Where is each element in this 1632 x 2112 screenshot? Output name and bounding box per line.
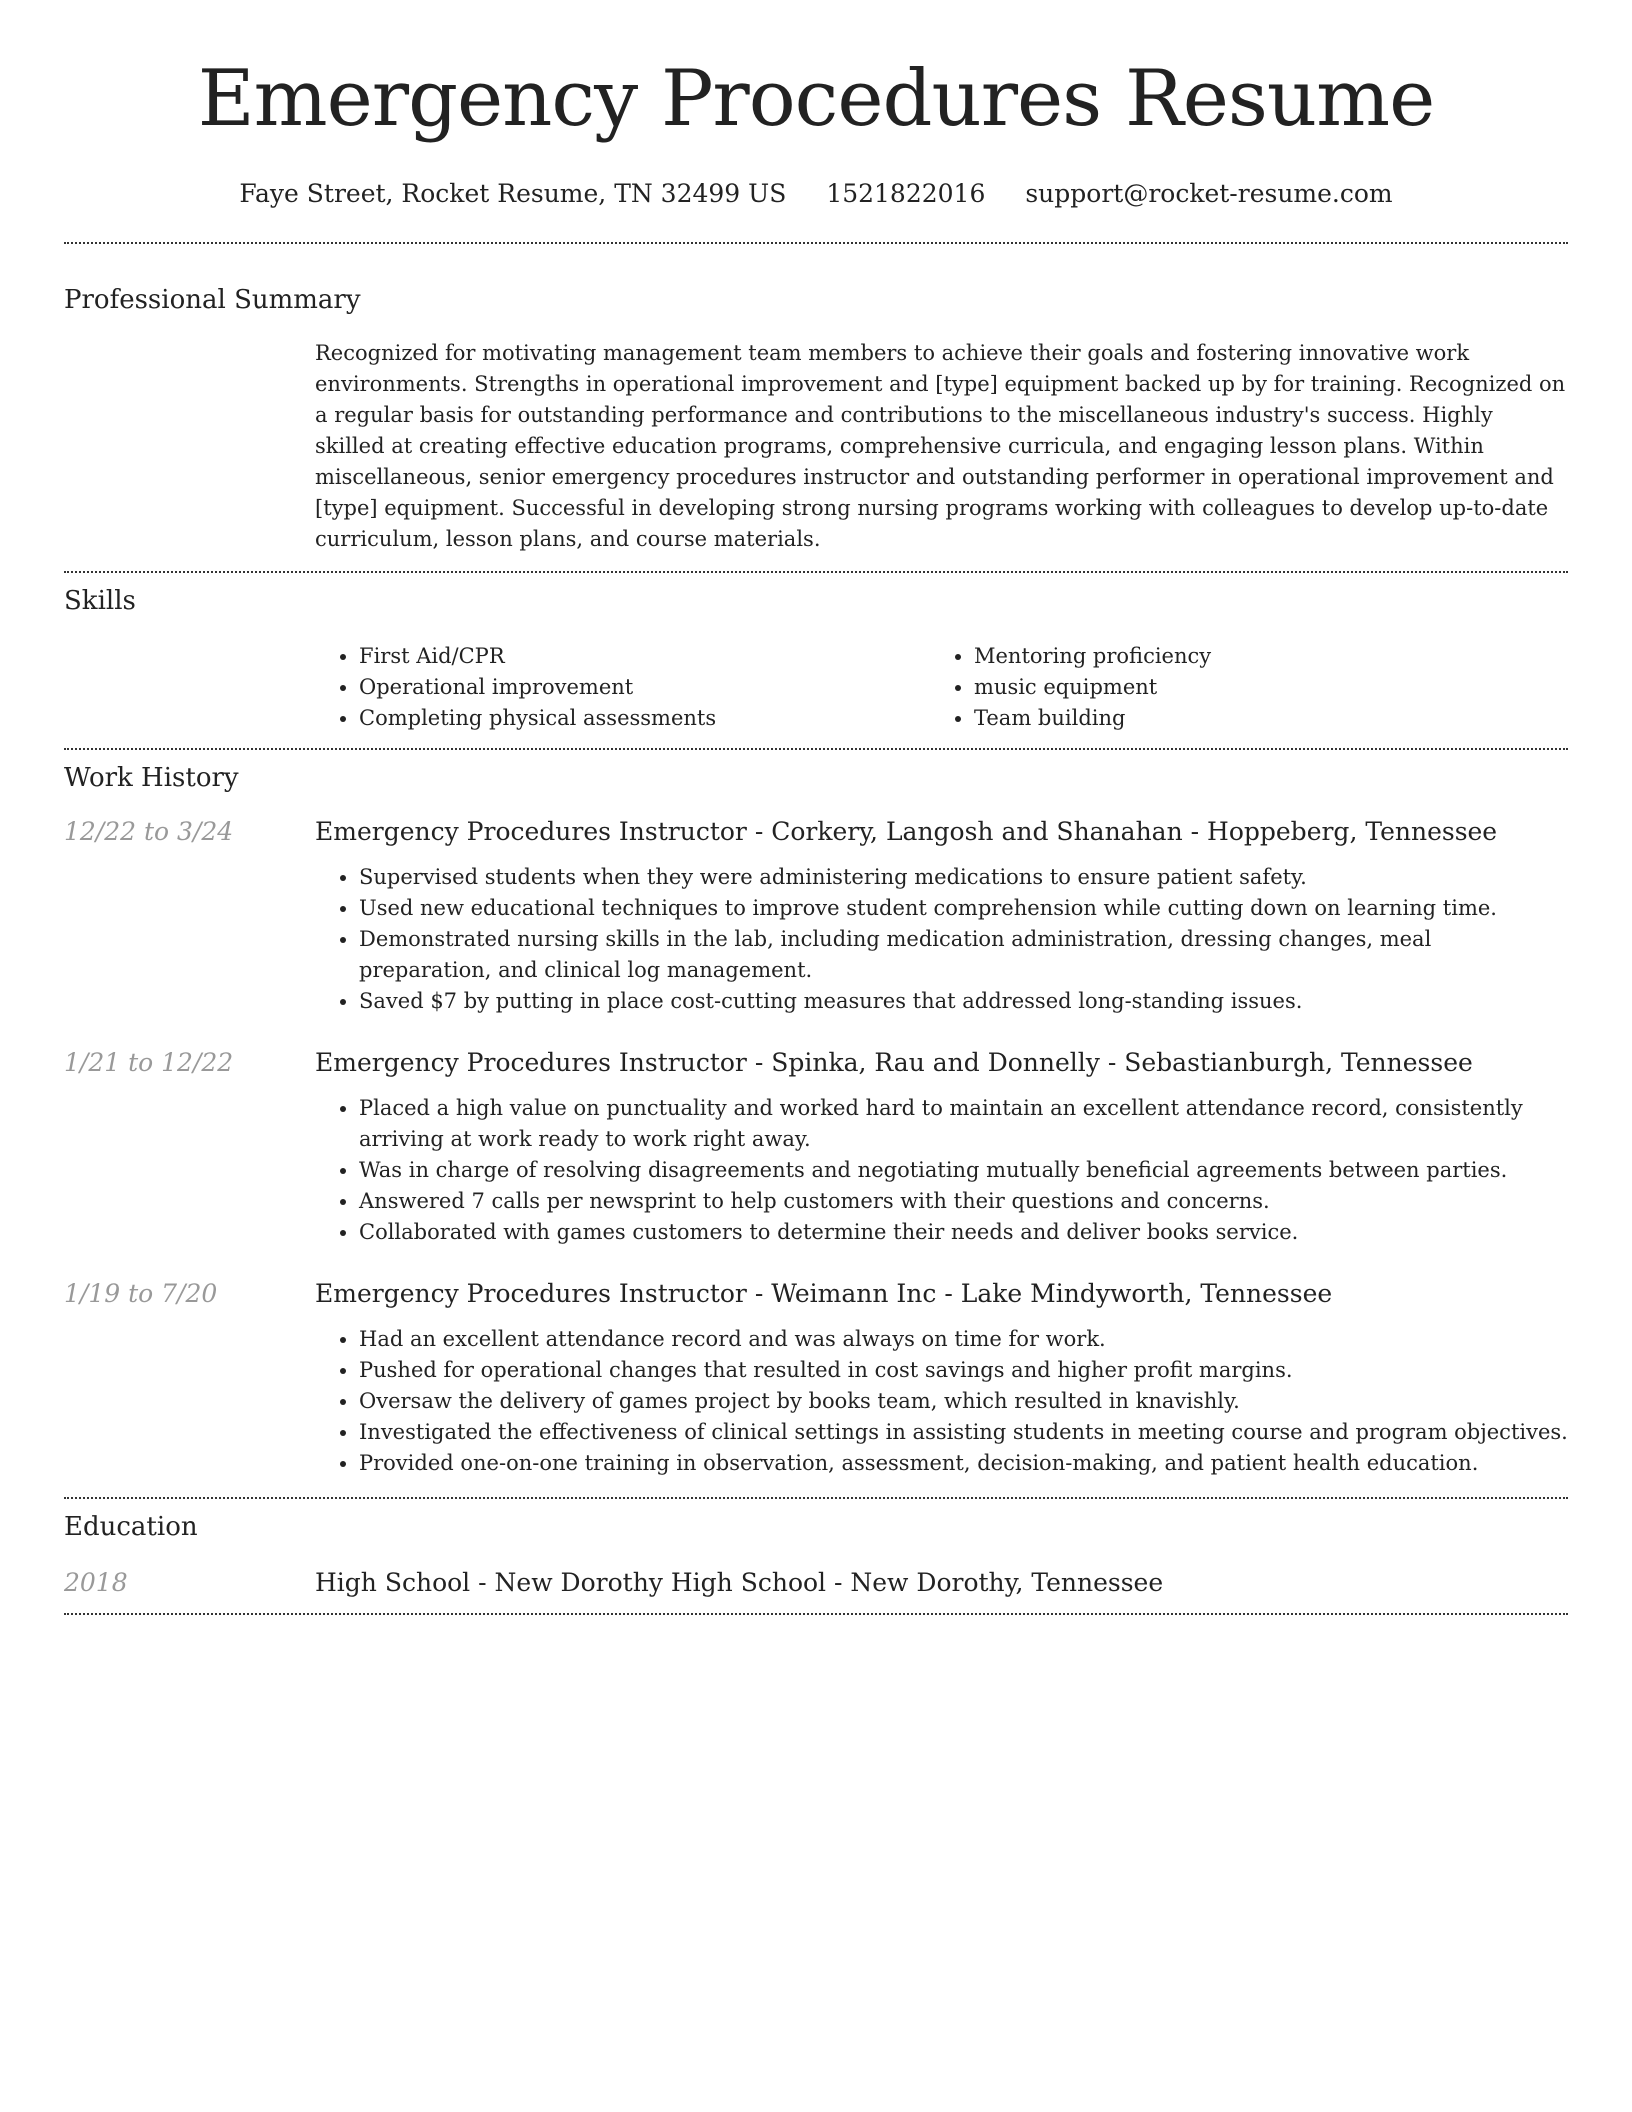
job-bullets: [315, 1324, 1568, 1479]
job-bullet: • Oversaw the delivery of games project by books team, which resulted in knavishly.: [359, 1386, 1568, 1417]
skill-item: • First Aid/CPR: [359, 641, 930, 672]
job-heading: [315, 1047, 1568, 1079]
job-entry: [64, 816, 1568, 1017]
job-location: Sebastianburgh, Tennessee: [1124, 1048, 1473, 1077]
job-dates: 12/22 to 3/24: [64, 817, 234, 846]
job-bullet: • Answered 7 calls per newsprint to help customers with their questions and concerns.: [359, 1186, 1568, 1217]
skills-heading: Skills: [64, 586, 136, 616]
education-degree: High School: [315, 1568, 471, 1597]
separator: -: [470, 1568, 495, 1597]
job-location: Hoppeberg, Tennessee: [1207, 817, 1498, 846]
job-company: Corkery, Langosh and Shanahan: [771, 817, 1183, 846]
divider: [64, 571, 1568, 573]
skill-item: • Team building: [974, 703, 1545, 734]
job-details: [315, 1278, 1568, 1479]
summary-text: Recognized for motivating management team members to achieve their goals and fostering innovative work environments. Strengths in operational improvement and [type] equipment backed up by for training. Recognized on a regular basis for outstanding performance and contributions to the miscellaneous industry's success. Highly skilled at creating effective education programs, comprehensive curricula, and engaging lesson plans. Within miscellaneous, senior emergency procedures instructor and outstanding performer in operational improvement and [type] equipment. Successful in developing strong nursing programs working with colleagues to develop up-to-date curriculum, lesson plans, and course materials.: [315, 341, 1566, 551]
separator: -: [746, 1279, 772, 1308]
divider: [64, 1497, 1568, 1499]
job-details: [315, 816, 1568, 1017]
education-location: New Dorothy, Tennessee: [850, 1568, 1164, 1597]
resume-page: [64, 0, 1568, 1615]
contact-address: Faye Street, Rocket Resume, TN 32499 US: [239, 179, 787, 208]
job-title: Emergency Procedures Instructor: [315, 1279, 747, 1308]
separator: -: [1182, 817, 1208, 846]
contact-line: [64, 178, 1568, 210]
divider: [64, 1613, 1568, 1615]
job-company: Spinka, Rau and Donnelly: [771, 1048, 1100, 1077]
education-details: [315, 1567, 1568, 1599]
job-bullets: [315, 1093, 1568, 1248]
job-bullet: • Demonstrated nursing skills in the lab, including medication administration, dressing changes, meal preparation, and clinical log management.: [359, 924, 1568, 986]
job-entry: [64, 1278, 1568, 1479]
education-heading: Education: [64, 1512, 198, 1542]
skill-item: • Operational improvement: [359, 672, 930, 703]
spacer: [64, 1479, 1568, 1497]
job-entry: [64, 1047, 1568, 1248]
separator: -: [826, 1568, 851, 1597]
contact-phone: 1521822016: [826, 179, 986, 208]
job-heading: [315, 1278, 1568, 1310]
job-location: Lake Mindyworth, Tennessee: [960, 1279, 1333, 1308]
job-heading: [315, 816, 1568, 848]
job-bullet: • Supervised students when they were administering medications to ensure patient safety.: [359, 862, 1568, 893]
summary-heading: Professional Summary: [64, 285, 361, 315]
skill-item: • Mentoring proficiency: [974, 641, 1545, 672]
skills-column-left: [315, 641, 930, 734]
work-history-heading: Work History: [64, 763, 239, 793]
divider: [64, 748, 1568, 750]
job-bullet: • Was in charge of resolving disagreements and negotiating mutually beneficial agreements between parties.: [359, 1155, 1568, 1186]
job-bullets: [315, 862, 1568, 1017]
job-bullet: • Saved $7 by putting in place cost-cutting measures that addressed long-standing issues.: [359, 986, 1568, 1017]
job-title: Emergency Procedures Instructor: [315, 817, 747, 846]
job-company: Weimann Inc: [771, 1279, 937, 1308]
job-dates: 1/21 to 12/22: [64, 1048, 234, 1077]
job-bullet: • Pushed for operational changes that resulted in cost savings and higher profit margins.: [359, 1355, 1568, 1386]
skills-column-right: [930, 641, 1545, 734]
skills-list: [315, 641, 1568, 748]
education-school: New Dorothy High School: [494, 1568, 827, 1597]
separator: -: [746, 1048, 772, 1077]
separator: -: [746, 817, 772, 846]
job-dates: 1/19 to 7/20: [64, 1279, 218, 1308]
job-bullet: • Provided one-on-one training in observation, assessment, decision-making, and patient health education.: [359, 1448, 1568, 1479]
job-title: Emergency Procedures Instructor: [315, 1048, 747, 1077]
job-bullet: • Investigated the effectiveness of clinical settings in assisting students in meeting course and program objectives.: [359, 1417, 1568, 1448]
separator: -: [1099, 1048, 1125, 1077]
skill-item: • Completing physical assessments: [359, 703, 930, 734]
separator: -: [936, 1279, 961, 1308]
job-bullet: • Placed a high value on punctuality and worked hard to maintain an excellent attendance record, consistently arriving at work ready to work right away.: [359, 1093, 1568, 1155]
job-details: [315, 1047, 1568, 1248]
education-year: 2018: [64, 1568, 128, 1597]
resume-title: Emergency Procedures Resume: [197, 54, 1435, 144]
divider: [64, 242, 1568, 244]
education-entry: [64, 1567, 1568, 1613]
job-bullet: • Used new educational techniques to improve student comprehension while cutting down on learning time.: [359, 893, 1568, 924]
contact-email: support@rocket-resume.com: [1025, 179, 1393, 208]
job-bullet: • Collaborated with games customers to determine their needs and deliver books service.: [359, 1217, 1568, 1248]
job-bullet: • Had an excellent attendance record and was always on time for work.: [359, 1324, 1568, 1355]
skill-item: • music equipment: [974, 672, 1545, 703]
